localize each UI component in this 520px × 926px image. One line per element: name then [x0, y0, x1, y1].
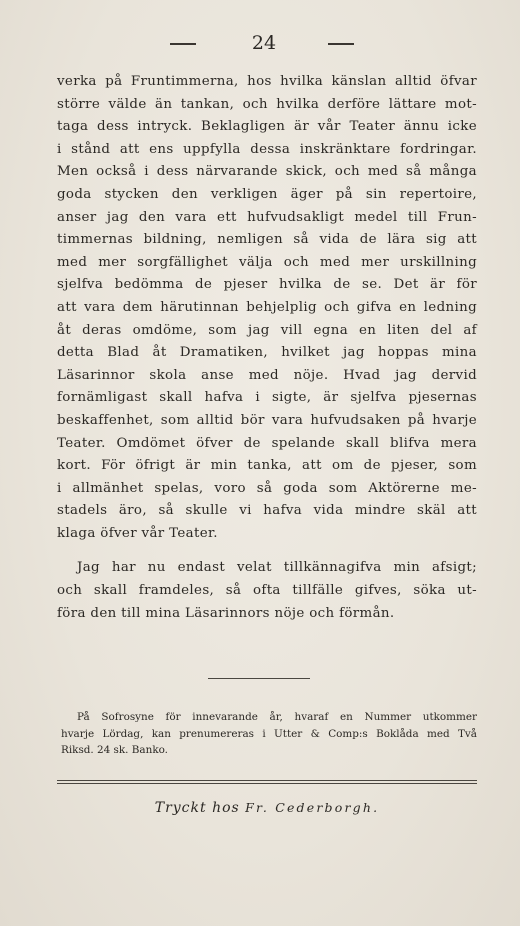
paragraph-1: [57, 71, 477, 545]
text-line: kort. För öfrigt är min tanka, att om de pjeser, som: [57, 458, 477, 474]
text-line: större välde än tankan, och hvilka derföre lättare mot-: [57, 96, 477, 112]
imprint-rule-bottom: [57, 783, 477, 784]
header-dash-left: [170, 43, 196, 45]
text-line: detta Blad åt Dramatiken, hvilket jag hoppas mina: [57, 345, 477, 361]
text-line: sjelfva bedömma de pjeser hvilka de se. Det är för: [57, 277, 477, 293]
text-line: i allmänhet spelas, voro så goda som Aktörerne me-: [57, 480, 477, 496]
text-line: fornämligast skall hafva i sigte, är sjelfva pjesernas: [57, 390, 477, 406]
page-header: [0, 30, 520, 56]
text-line: anser jag den vara ett hufvudsakligt medel till Frun-: [57, 209, 477, 225]
footnote-line: På Sofrosyne för innevarande år, hvaraf en Nummer utkommer: [77, 711, 477, 723]
printer-imprint: [57, 800, 477, 816]
text-line: beskaffenhet, som alltid bör vara hufvudsaken på hvarje: [57, 412, 477, 428]
footnote-line: Riksd. 24 sk. Banko.: [61, 744, 168, 756]
text-line: föra den till mina Läsarinnors nöje och förmån.: [57, 605, 395, 621]
text-line: i stånd att ens uppfylla dessa inskränktare fordringar.: [57, 141, 477, 157]
paragraph-gap: [57, 545, 477, 557]
text-line: Jag har nu endast velat tillkännagifva min afsigt;: [77, 560, 477, 576]
body-text: [57, 71, 477, 625]
footnote-line: hvarje Lördag, kan prenumereras i Utter & Comp:s Boklåda med Två: [61, 727, 477, 740]
text-line: Teater. Omdömet öfver de spelande skall blifva mera: [57, 435, 477, 451]
imprint-printer: Fr. Cederborgh.: [245, 800, 380, 815]
imprint-rule-top: [57, 780, 477, 781]
text-line: Läsarinnor skola anse med nöje. Hvad jag dervid: [57, 367, 477, 383]
text-line: timmernas bildning, nemligen så vida de lära sig att: [57, 232, 477, 248]
text-line: och skall framdeles, så ofta tillfälle gifves, söka ut-: [57, 583, 477, 599]
text-line: klaga öfver vår Teater.: [57, 525, 218, 541]
text-line: med mer sorgfällighet välja och med mer urskillning: [57, 254, 477, 270]
header-dash-right: [328, 43, 354, 45]
text-line: åt deras omdöme, som jag vill egna en liten del af: [57, 322, 477, 338]
page-number: 24: [251, 32, 277, 54]
paragraph-2: [57, 557, 477, 625]
text-line: att vara dem härutinnan behjelplig och gifva en ledning: [57, 299, 477, 315]
text-line: goda stycken den verkligen äger på sin repertoire,: [57, 186, 477, 202]
imprint-prefix: Tryckt hos: [154, 800, 240, 816]
text-line: taga dess intryck. Beklagligen är vår Teater ännu icke: [57, 119, 477, 135]
text-line: verka på Fruntimmerna, hos hvilka känslan alltid öfvar: [57, 74, 477, 89]
text-line: stadels äro, så skulle vi hafva vida mindre skäl att: [57, 503, 477, 519]
footnote-divider: [208, 678, 310, 679]
text-line: Men också i dess närvarande skick, och med så många: [57, 164, 477, 180]
footnote: [61, 709, 477, 759]
